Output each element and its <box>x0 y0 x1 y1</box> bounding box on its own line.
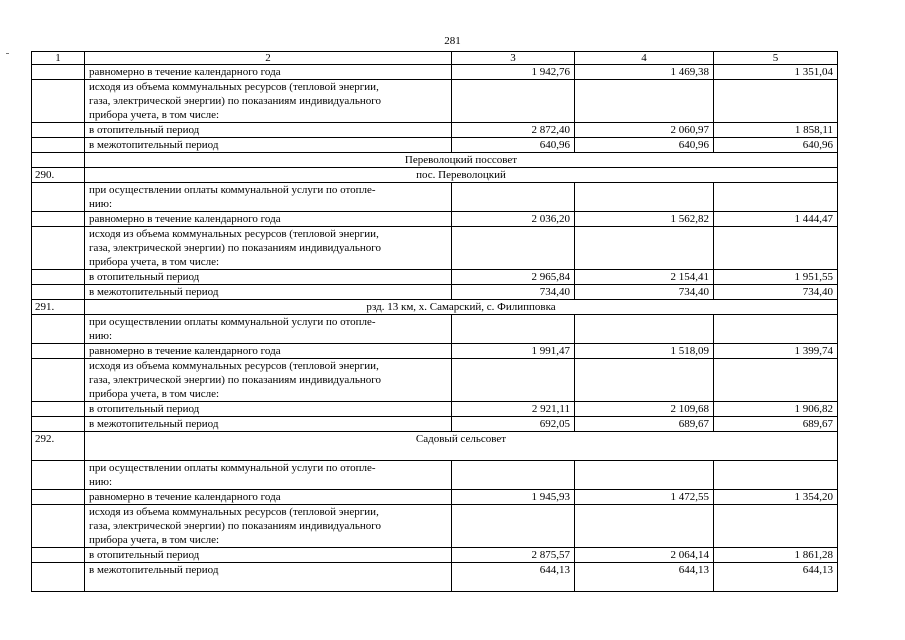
table-row <box>32 138 838 153</box>
table-row <box>32 227 838 270</box>
header-cell-4: 4 <box>575 52 714 65</box>
value-cell: 734,40 <box>452 285 575 300</box>
header-row <box>32 52 838 65</box>
value-cell: 734,40 <box>714 285 838 300</box>
header-cell-3: 3 <box>452 52 575 65</box>
row-label: в межотопительный период <box>85 563 452 592</box>
row-label: в межотопительный период <box>85 285 452 300</box>
table-row <box>32 461 838 490</box>
header-cell-1: 1 <box>32 52 85 65</box>
value-cell: 1 399,74 <box>714 344 838 359</box>
tariff-table <box>31 51 838 592</box>
value-cell: 689,67 <box>714 417 838 432</box>
row-label: равномерно в течение календарного года <box>85 344 452 359</box>
settlement-row <box>32 432 838 461</box>
row-label: при осуществлении оплаты коммунальной услуги по отопле- нию: <box>85 461 452 490</box>
value-cell: 1 951,55 <box>714 270 838 285</box>
row-label: равномерно в течение календарного года <box>85 490 452 505</box>
value-cell: 1 945,93 <box>452 490 575 505</box>
table-row <box>32 505 838 548</box>
row-label: в отопительный период <box>85 123 452 138</box>
row-label: исходя из объема коммунальных ресурсов (тепловой энергии, газа, электрической энергии) по показаниям индивидуального прибора учета, в том числе: <box>85 80 452 123</box>
value-cell: 644,13 <box>452 563 575 592</box>
row-number: 292. <box>32 432 85 461</box>
table-row <box>32 270 838 285</box>
value-cell: 2 109,68 <box>575 402 714 417</box>
value-cell: 1 469,38 <box>575 65 714 80</box>
value-cell: 1 942,76 <box>452 65 575 80</box>
table-row <box>32 212 838 227</box>
row-label: при осуществлении оплаты коммунальной услуги по отопле- нию: <box>85 183 452 212</box>
settlement-name: пос. Переволоцкий <box>85 168 838 183</box>
row-label: исходя из объема коммунальных ресурсов (тепловой энергии, газа, электрической энергии) по показаниям индивидуального прибора учета, в том числе: <box>85 227 452 270</box>
value-cell: 2 875,57 <box>452 548 575 563</box>
row-label: в межотопительный период <box>85 138 452 153</box>
row-label: при осуществлении оплаты коммунальной услуги по отопле- нию: <box>85 315 452 344</box>
value-cell: 2 872,40 <box>452 123 575 138</box>
table-row <box>32 548 838 563</box>
scan-mark <box>6 53 9 54</box>
row-label: в отопительный период <box>85 402 452 417</box>
row-label: в межотопительный период <box>85 417 452 432</box>
value-cell: 2 036,20 <box>452 212 575 227</box>
value-cell: 1 444,47 <box>714 212 838 227</box>
table-row <box>32 80 838 123</box>
table-row <box>32 402 838 417</box>
header-cell-5: 5 <box>714 52 838 65</box>
row-number: 290. <box>32 168 85 183</box>
row-label: в отопительный период <box>85 270 452 285</box>
row-label: равномерно в течение календарного года <box>85 212 452 227</box>
value-cell: 1 861,28 <box>714 548 838 563</box>
value-cell: 640,96 <box>452 138 575 153</box>
table-row <box>32 65 838 80</box>
row-label: исходя из объема коммунальных ресурсов (тепловой энергии, газа, электрической энергии) по показаниям индивидуального прибора учета, в том числе: <box>85 505 452 548</box>
value-cell: 1 991,47 <box>452 344 575 359</box>
row-label: исходя из объема коммунальных ресурсов (тепловой энергии, газа, электрической энергии) по показаниям индивидуального прибора учета, в том числе: <box>85 359 452 402</box>
settlement-row <box>32 300 838 315</box>
row-number: 291. <box>32 300 85 315</box>
value-cell: 1 858,11 <box>714 123 838 138</box>
value-cell: 1 518,09 <box>575 344 714 359</box>
value-cell: 2 921,11 <box>452 402 575 417</box>
section-title: Переволоцкий поссовет <box>85 153 838 168</box>
value-cell: 644,13 <box>575 563 714 592</box>
value-cell: 2 064,14 <box>575 548 714 563</box>
value-cell: 1 906,82 <box>714 402 838 417</box>
row-label: в отопительный период <box>85 548 452 563</box>
value-cell: 640,96 <box>714 138 838 153</box>
value-cell: 1 562,82 <box>575 212 714 227</box>
value-cell: 2 965,84 <box>452 270 575 285</box>
table-row <box>32 344 838 359</box>
table-row <box>32 315 838 344</box>
table-row <box>32 285 838 300</box>
value-cell: 644,13 <box>714 563 838 592</box>
value-cell: 1 354,20 <box>714 490 838 505</box>
settlement-name: Садовый сельсовет <box>85 432 838 461</box>
row-label: равномерно в течение календарного года <box>85 65 452 80</box>
value-cell: 2 060,97 <box>575 123 714 138</box>
page-number: 281 <box>444 35 461 47</box>
section-title-row <box>32 153 838 168</box>
value-cell: 692,05 <box>452 417 575 432</box>
table-row <box>32 183 838 212</box>
value-cell: 1 472,55 <box>575 490 714 505</box>
table-row <box>32 417 838 432</box>
value-cell: 689,67 <box>575 417 714 432</box>
header-cell-2: 2 <box>85 52 452 65</box>
table-row <box>32 490 838 505</box>
value-cell: 2 154,41 <box>575 270 714 285</box>
table-row <box>32 563 838 592</box>
settlement-name: рзд. 13 км, х. Самарский, с. Филипповка <box>85 300 838 315</box>
table-row <box>32 359 838 402</box>
value-cell: 640,96 <box>575 138 714 153</box>
settlement-row <box>32 168 838 183</box>
value-cell: 734,40 <box>575 285 714 300</box>
value-cell: 1 351,04 <box>714 65 838 80</box>
table-row <box>32 123 838 138</box>
